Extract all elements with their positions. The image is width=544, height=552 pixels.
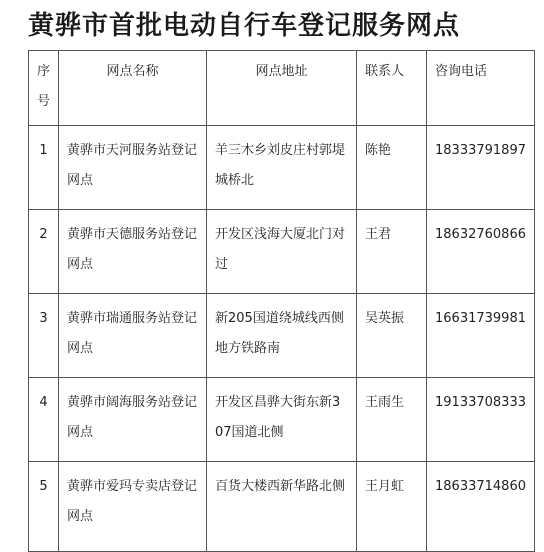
cell-phone: 18633714860 <box>427 462 535 552</box>
table-row <box>29 210 535 294</box>
cell-contact: 吴英振 <box>357 294 427 378</box>
table-row <box>29 378 535 462</box>
header-contact: 联系人 <box>357 51 427 126</box>
cell-phone: 18333791897 <box>427 126 535 210</box>
cell-name: 黄骅市天德服务站登记网点 <box>59 210 207 294</box>
cell-address: 开发区浅海大厦北门对过 <box>207 210 357 294</box>
cell-contact: 王雨生 <box>357 378 427 462</box>
table-row <box>29 462 535 552</box>
cell-no: 2 <box>29 210 59 294</box>
header-no: 序号 <box>29 51 59 126</box>
cell-contact: 王君 <box>357 210 427 294</box>
cell-address: 开发区昌骅大街东新307国道北侧 <box>207 378 357 462</box>
cell-address: 羊三木乡刘皮庄村郭堤城桥北 <box>207 126 357 210</box>
cell-name: 黄骅市爱玛专卖店登记网点 <box>59 462 207 552</box>
cell-contact: 王月虹 <box>357 462 427 552</box>
cell-no: 5 <box>29 462 59 552</box>
cell-name: 黄骅市瑞通服务站登记网点 <box>59 294 207 378</box>
cell-phone: 19133708333 <box>427 378 535 462</box>
service-points-table <box>28 50 535 552</box>
cell-phone: 16631739981 <box>427 294 535 378</box>
cell-name: 黄骅市天河服务站登记网点 <box>59 126 207 210</box>
cell-no: 1 <box>29 126 59 210</box>
cell-address: 百货大楼西新华路北侧 <box>207 462 357 552</box>
header-name: 网点名称 <box>59 51 207 126</box>
table-header-row <box>29 51 535 126</box>
cell-address: 新205国道绕城线西侧地方铁路南 <box>207 294 357 378</box>
table-row <box>29 126 535 210</box>
cell-contact: 陈艳 <box>357 126 427 210</box>
header-address: 网点地址 <box>207 51 357 126</box>
cell-phone: 18632760866 <box>427 210 535 294</box>
cell-name: 黄骅市阔海服务站登记网点 <box>59 378 207 462</box>
header-phone: 咨询电话 <box>427 51 535 126</box>
table-row <box>29 294 535 378</box>
cell-no: 4 <box>29 378 59 462</box>
cell-no: 3 <box>29 294 59 378</box>
page-title: 黄骅市首批电动自行车登记服务网点 <box>28 11 461 41</box>
